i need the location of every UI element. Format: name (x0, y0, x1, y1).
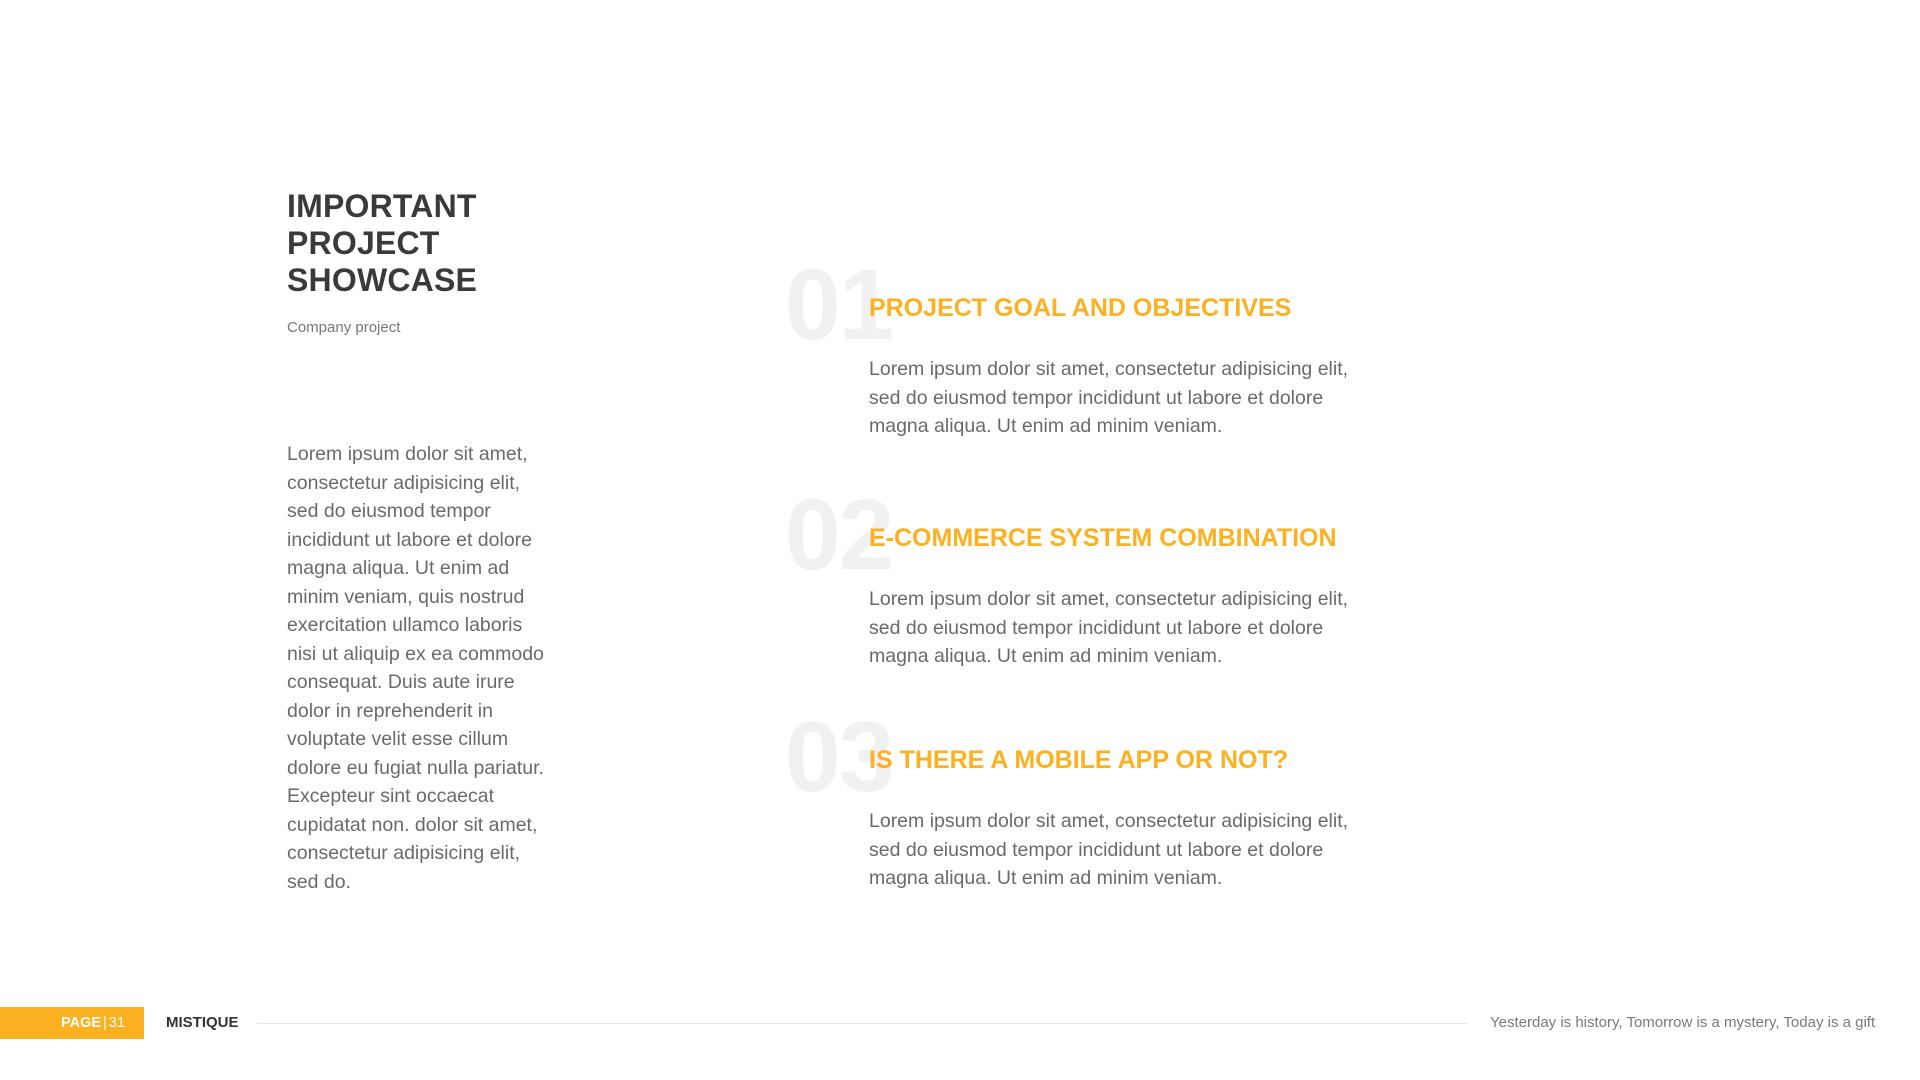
page-subtitle: Company project (287, 319, 401, 336)
intro-paragraph: Lorem ipsum dolor sit amet, consectetur adipisicing elit, sed do eiusmod tempor incididunt ut labore et dolore magna aliqua. Ut enim ad minim veniam, quis nostrud exercitation ullamco laboris nisi ut aliquip ex ea commodo consequat. Duis aute irure dolor in reprehenderit in voluptate velit esse cillum dolore eu fugiat nulla pariatur. Excepteur sint occaecat cupidatat non. dolor sit amet, consectetur adipisicing elit, sed do. (287, 443, 544, 893)
footer-quote: Yesterday is history, Tomorrow is a mystery, Today is a gift (1490, 1014, 1876, 1031)
brand-name: MISTIQUE (166, 1014, 239, 1031)
page-number: 31 (108, 1015, 125, 1031)
page-number-badge (0, 1007, 144, 1039)
page-title-line-2: PROJECT (287, 225, 440, 261)
page-separator: | (103, 1015, 107, 1031)
section-description: Lorem ipsum dolor sit amet, consectetur adipisicing elit, sed do eiusmod tempor incididunt ut labore et dolore magna aliqua. Ut enim ad minim veniam. (869, 810, 1349, 889)
section-number: 02 (785, 479, 893, 591)
section-description: Lorem ipsum dolor sit amet, consectetur adipisicing elit, sed do eiusmod tempor incididunt ut labore et dolore magna aliqua. Ut enim ad minim veniam. (869, 358, 1349, 437)
page-title-line-1: IMPORTANT (287, 188, 477, 224)
section-heading: E-COMMERCE SYSTEM COMBINATION (869, 524, 1337, 552)
section-number: 01 (785, 249, 893, 361)
page-title-line-3: SHOWCASE (287, 262, 478, 298)
page-title (287, 188, 607, 299)
footer-divider (257, 1023, 1467, 1024)
page-label: PAGE (61, 1015, 102, 1031)
section-heading: IS THERE A MOBILE APP OR NOT? (869, 746, 1289, 774)
section-number: 03 (785, 701, 893, 813)
section-description: Lorem ipsum dolor sit amet, consectetur adipisicing elit, sed do eiusmod tempor incididunt ut labore et dolore magna aliqua. Ut enim ad minim veniam. (869, 588, 1349, 667)
section-heading: PROJECT GOAL AND OBJECTIVES (869, 294, 1292, 322)
